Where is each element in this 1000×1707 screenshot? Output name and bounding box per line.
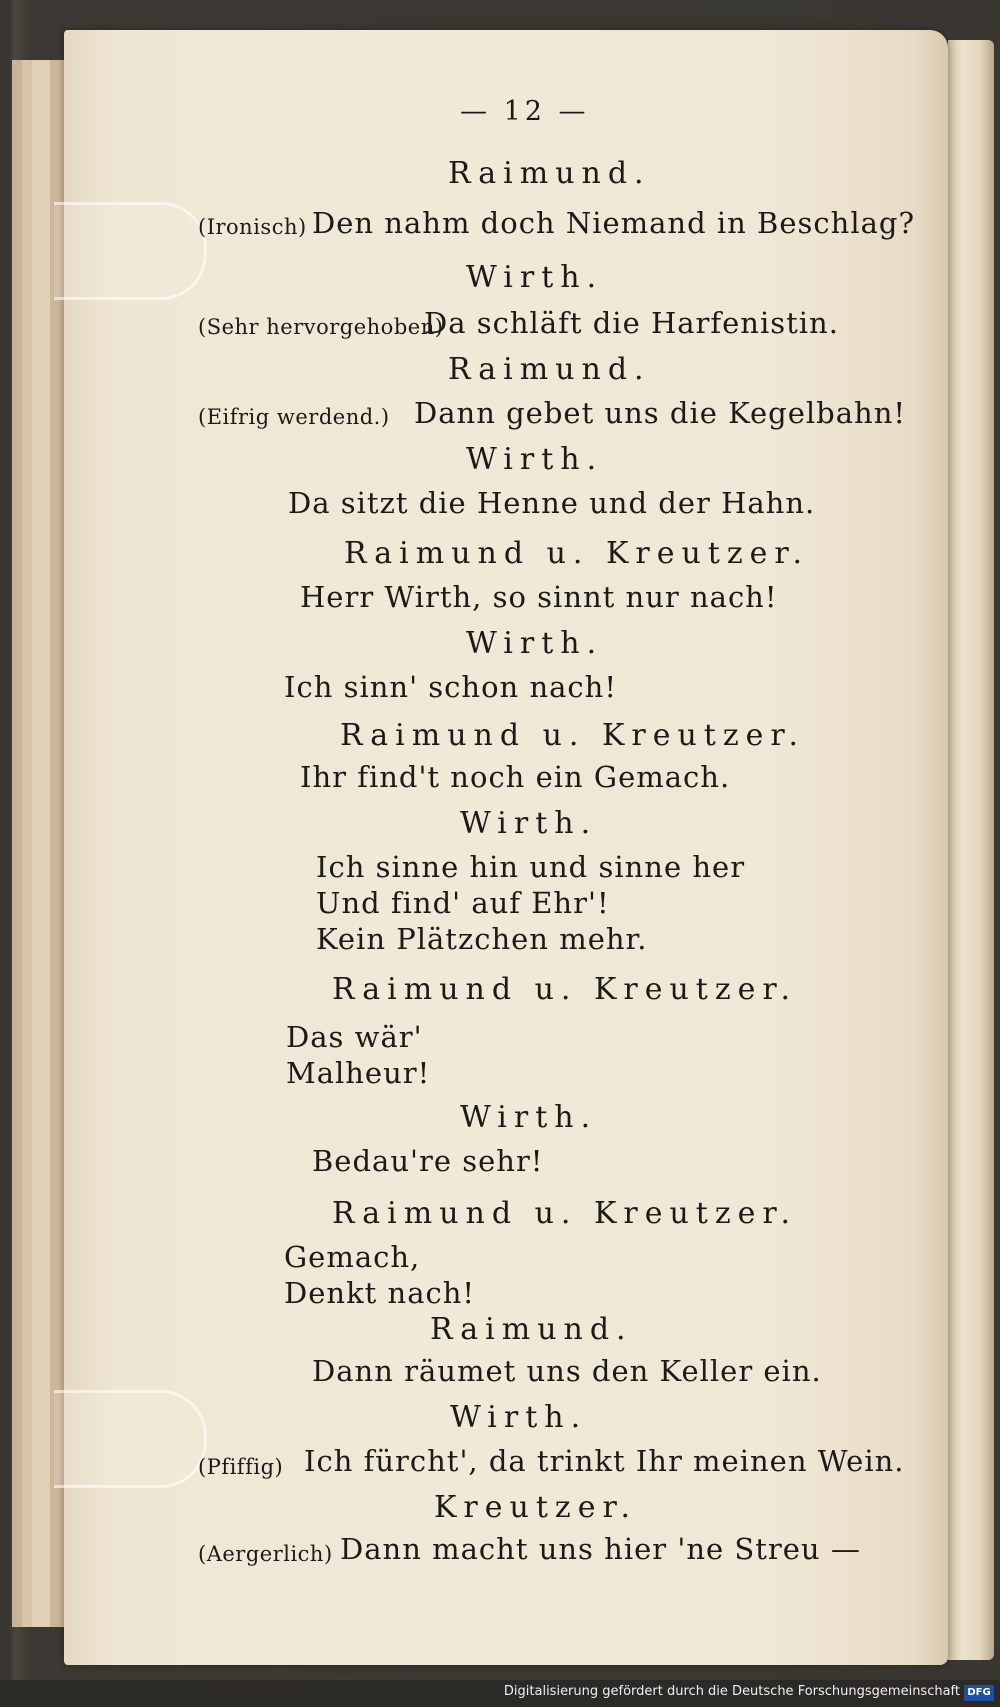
speaker-heading: Raimund u. Kreutzer. <box>344 536 810 571</box>
page-number: — 12 — <box>460 96 590 127</box>
verse-line: Dann macht uns hier 'ne Streu — <box>340 1532 861 1566</box>
stage-direction: (Eifrig werdend.) <box>198 405 390 429</box>
speaker-heading: Raimund u. Kreutzer. <box>332 1196 798 1231</box>
book-page <box>64 30 948 1665</box>
verse-line: Ich fürcht', da trinkt Ihr meinen Wein. <box>304 1444 905 1478</box>
dfg-logo: DFG <box>964 1685 994 1701</box>
speaker-heading: Raimund. <box>430 1312 633 1347</box>
page-stack-edge <box>12 60 22 1627</box>
speaker-heading: Raimund u. Kreutzer. <box>340 718 806 753</box>
stage-direction: (Aergerlich) <box>198 1542 333 1566</box>
verse-line: Ihr find't noch ein Gemach. <box>300 760 731 794</box>
verse-line: Das wär' <box>286 1020 423 1054</box>
verse-line: Und find' auf Ehr'! <box>316 886 610 920</box>
speaker-heading: Raimund. <box>448 156 651 191</box>
digitization-credit: Digitalisierung gefördert durch die Deutsche Forschungsgemeinschaft <box>503 1684 960 1699</box>
speaker-heading: Wirth. <box>460 1100 598 1135</box>
verse-line: Den nahm doch Niemand in Beschlag? <box>312 206 916 240</box>
book-binding-edge <box>948 40 994 1660</box>
verse-line: Kein Plätzchen mehr. <box>316 922 648 956</box>
speaker-heading: Wirth. <box>466 442 604 477</box>
verse-line: Ich sinn' schon nach! <box>284 670 617 704</box>
verse-line: Ich sinne hin und sinne her <box>316 850 746 884</box>
page-clip-icon <box>54 1390 207 1488</box>
stage-direction: (Pfiffig) <box>198 1455 284 1479</box>
page-stack-edge <box>22 60 32 1627</box>
verse-line: Dann räumet uns den Keller ein. <box>312 1354 822 1388</box>
verse-line: Da sitzt die Henne und der Hahn. <box>288 486 816 520</box>
verse-line: Malheur! <box>286 1056 431 1090</box>
page-clip-icon <box>54 202 207 300</box>
page-stack-edge <box>32 60 50 1627</box>
verse-line: Herr Wirth, so sinnt nur nach! <box>300 580 778 614</box>
verse-line: Denkt nach! <box>284 1276 476 1310</box>
speaker-heading: Kreutzer. <box>434 1490 638 1525</box>
stage-direction: (Ironisch) <box>198 215 307 239</box>
speaker-heading: Wirth. <box>466 260 604 295</box>
speaker-heading: Wirth. <box>466 626 604 661</box>
verse-line: Bedau're sehr! <box>312 1144 544 1178</box>
verse-line: Da schläft die Harfenistin. <box>424 306 839 340</box>
stage-direction: (Sehr hervorgehoben) <box>198 315 444 339</box>
speaker-heading: Wirth. <box>460 806 598 841</box>
speaker-heading: Wirth. <box>450 1400 588 1435</box>
speaker-heading: Raimund. <box>448 352 651 387</box>
speaker-heading: Raimund u. Kreutzer. <box>332 972 798 1007</box>
verse-line: Gemach, <box>284 1240 421 1274</box>
verse-line: Dann gebet uns die Kegelbahn! <box>414 396 907 430</box>
